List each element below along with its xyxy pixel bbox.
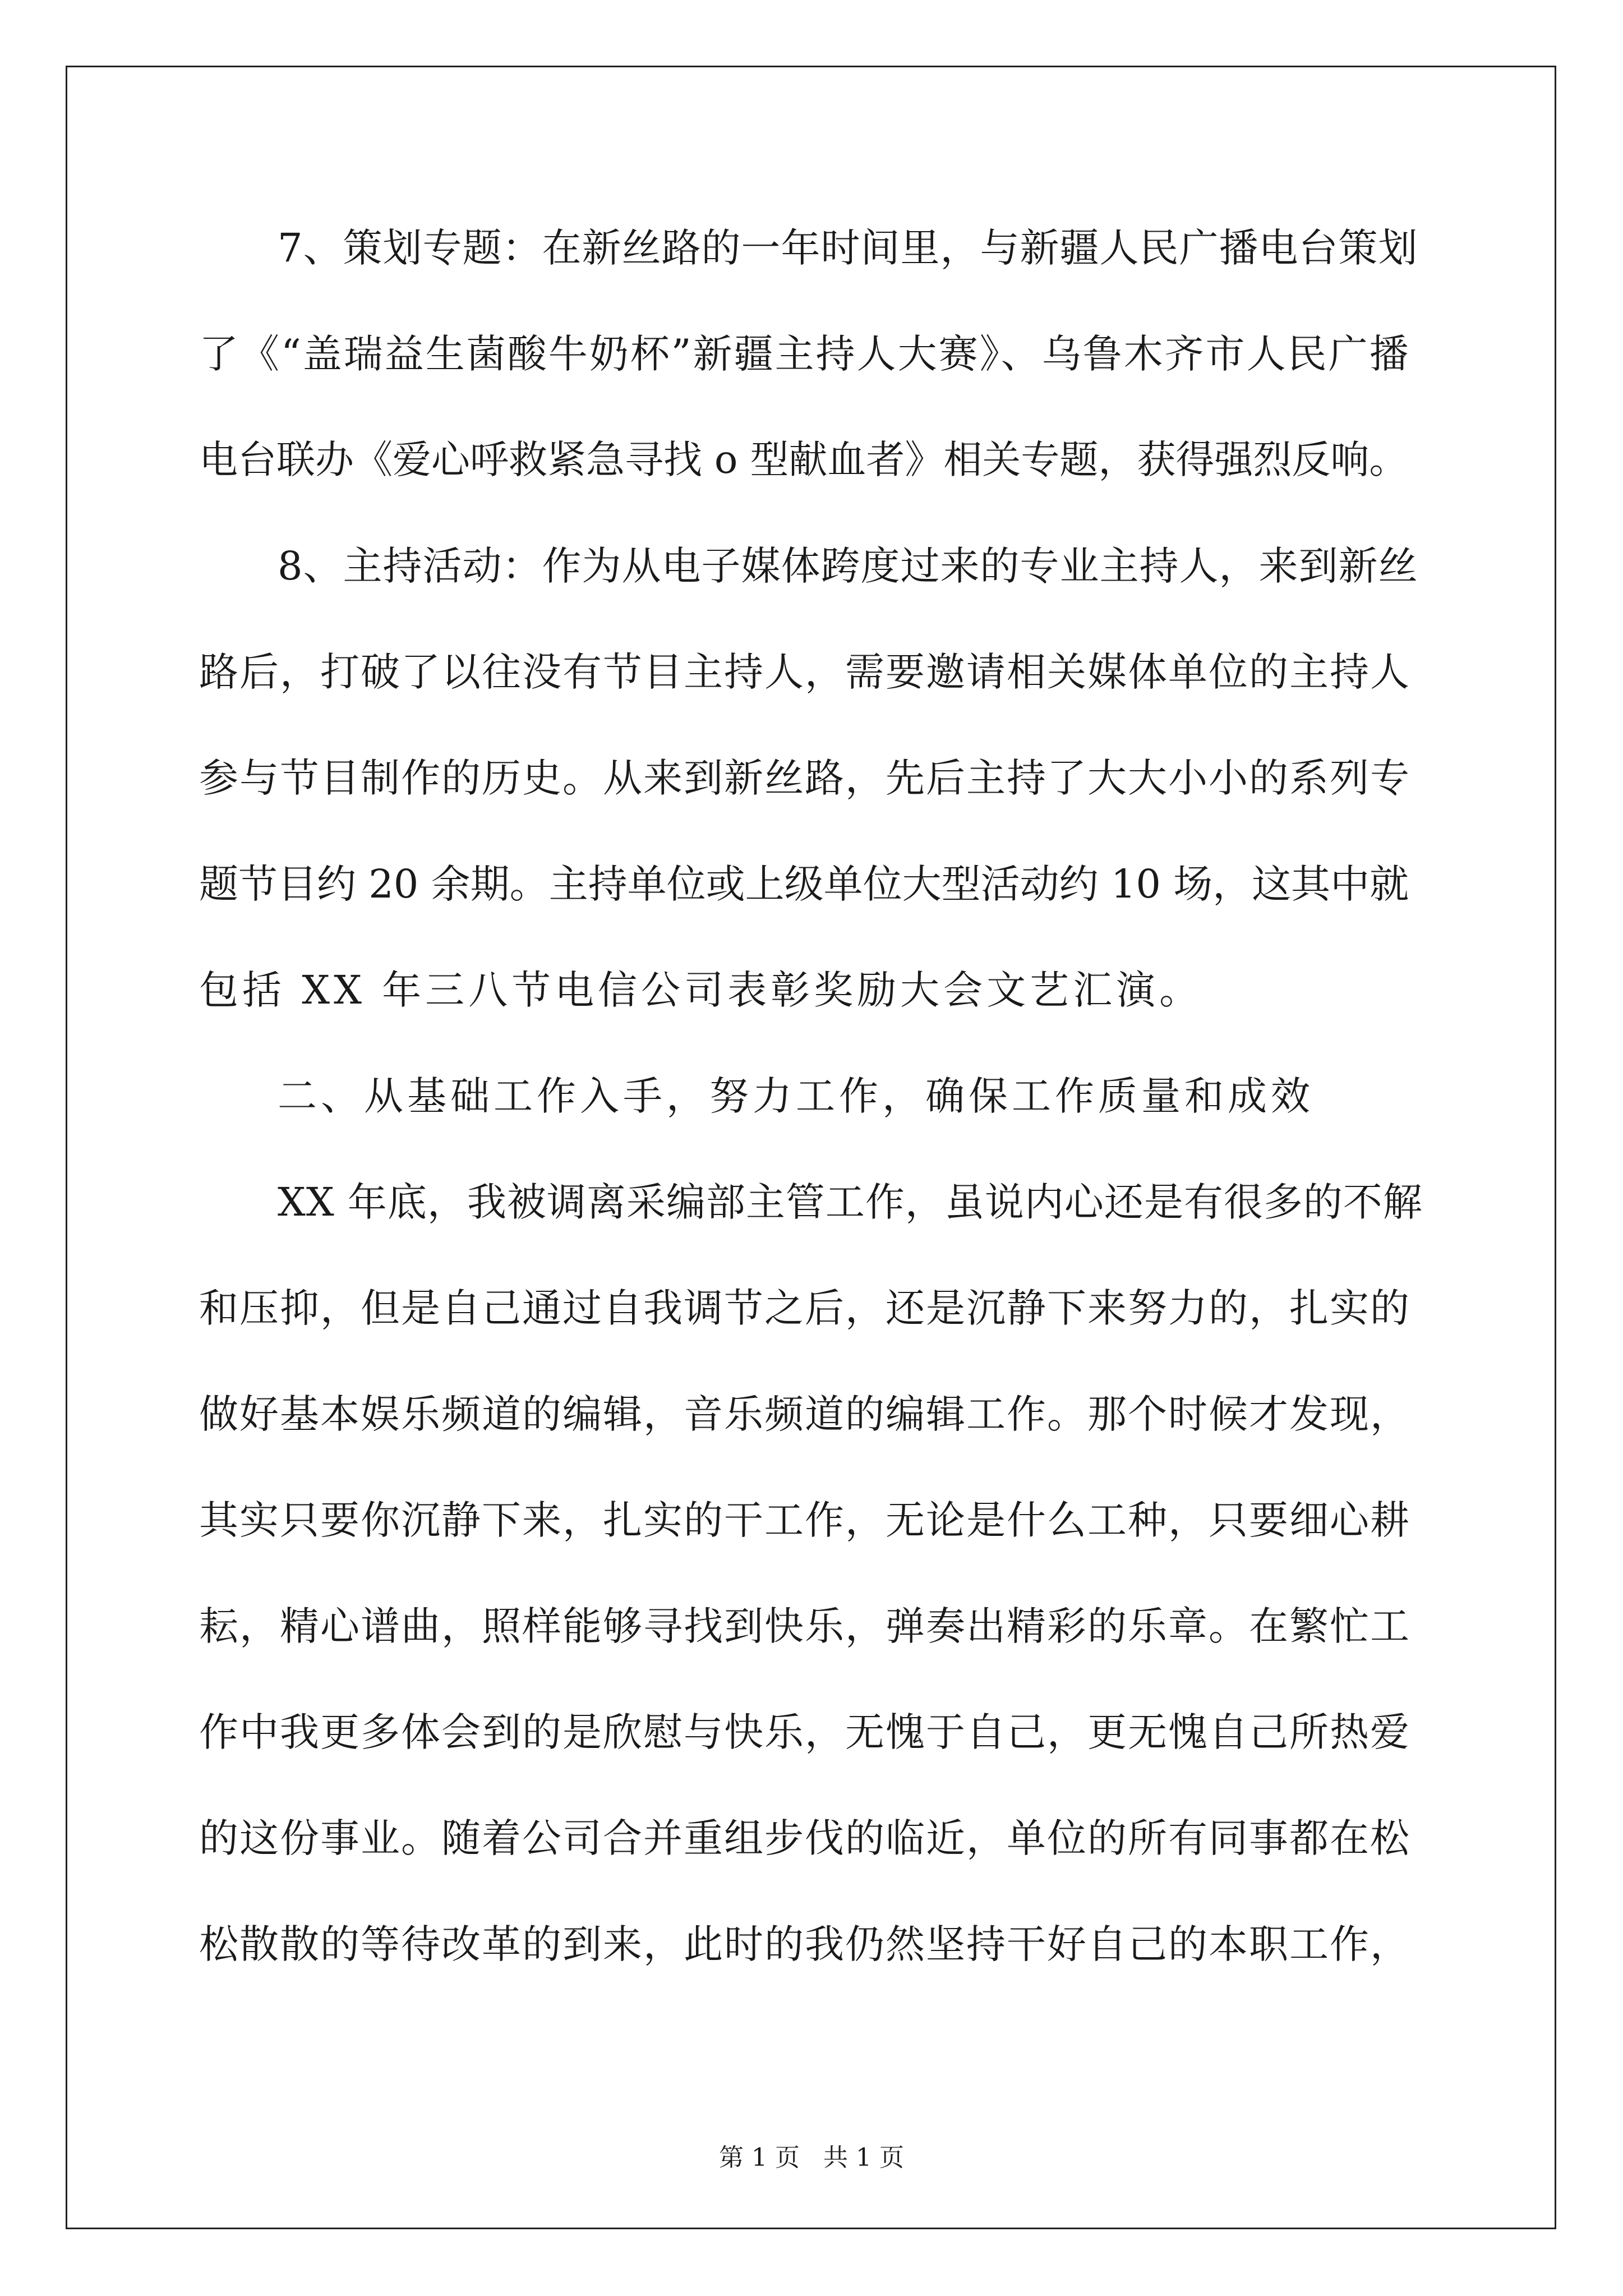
text-line: 包括 XX 年三八节电信公司表彰奖励大会文艺汇演。 <box>199 967 1203 1013</box>
text-line: 做好基本娱乐频道的编辑，音乐频道的编辑工作。那个时候才发现， <box>199 1391 1410 1437</box>
text-line: 7、策划专题：在新丝路的一年时间里，与新疆人民广播电台策划 <box>278 225 1418 271</box>
page-footer: 第 1 页 共 1 页 <box>719 2143 904 2172</box>
text-line: 8、主持活动：作为从电子媒体跨度过来的专业主持人，来到新丝 <box>278 543 1418 589</box>
text-line: 题节目约 20 余期。主持单位或上级单位大型活动约 10 场，这其中就 <box>199 861 1409 907</box>
text-line: 松散散的等待改革的到来，此时的我仍然坚持干好自己的本职工作， <box>199 1921 1410 1967</box>
text-line: 二、从基础工作入手，努力工作，确保工作质量和成效 <box>278 1073 1314 1119</box>
text-line: 的这份事业。随着公司合并重组步伐的临近，单位的所有同事都在松 <box>199 1815 1410 1861</box>
text-line: 作中我更多体会到的是欣慰与快乐，无愧于自己，更无愧自己所热爱 <box>199 1709 1410 1755</box>
text-line: XX 年底，我被调离采编部主管工作，虽说内心还是有很多的不解 <box>278 1179 1423 1225</box>
text-line: 耘，精心谱曲，照样能够寻找到快乐，弹奏出精彩的乐章。在繁忙工 <box>199 1603 1410 1649</box>
text-line: 参与节目制作的历史。从来到新丝路，先后主持了大大小小的系列专 <box>199 755 1410 801</box>
text-line: 路后，打破了以往没有节目主持人，需要邀请相关媒体单位的主持人 <box>199 649 1410 695</box>
text-line: 其实只要你沉静下来，扎实的干工作，无论是什么工种，只要细心耕 <box>199 1497 1410 1543</box>
text-line: 和压抑，但是自己通过自我调节之后，还是沉静下来努力的，扎实的 <box>199 1285 1410 1331</box>
text-line: 电台联办《爱心呼救紧急寻找 o 型献血者》相关专题，获得强烈反响。 <box>199 438 1408 482</box>
document-body <box>199 222 1424 2024</box>
text-line: 了《“盖瑞益生菌酸牛奶杯”新疆主持人大赛》、乌鲁木齐市人民广播 <box>199 331 1410 377</box>
